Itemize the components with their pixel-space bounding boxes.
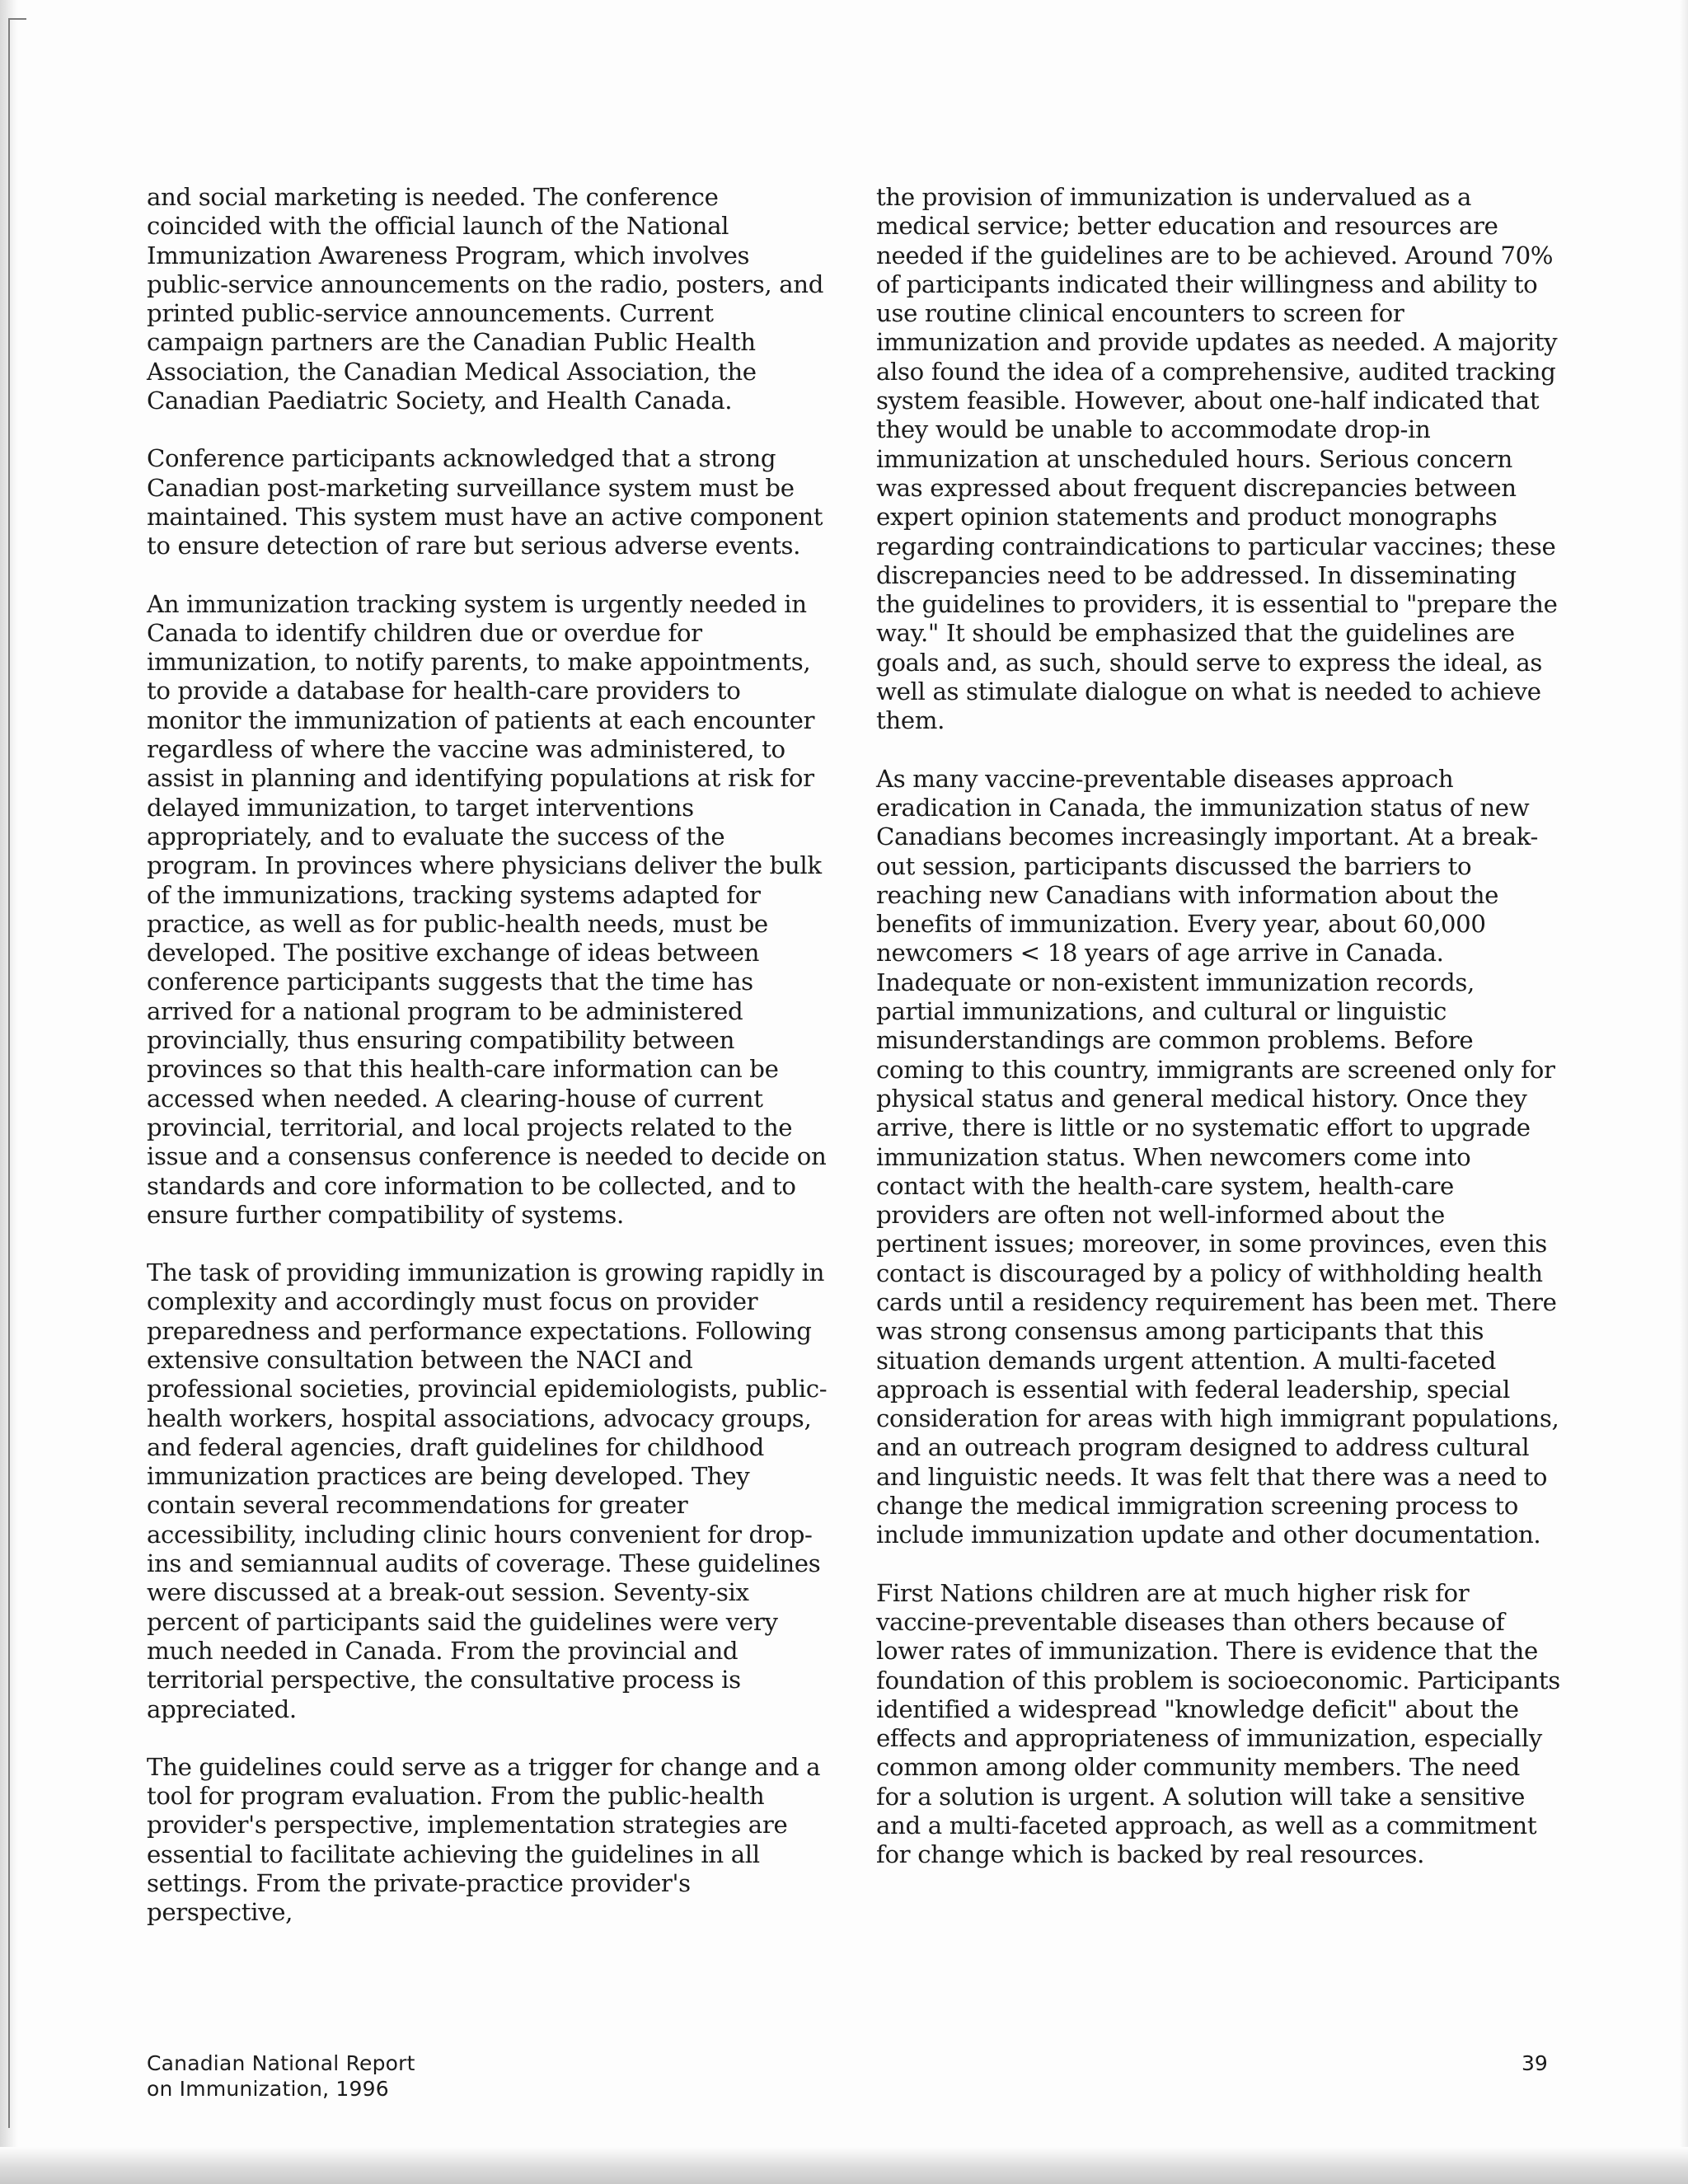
scan-left-rule	[8, 18, 10, 2128]
footer-report-title	[147, 2050, 415, 2102]
scan-right-edge	[1680, 0, 1688, 2184]
scan-corner-mark	[8, 18, 26, 20]
paragraph: and social marketing is needed. The conference coincided with the official launch of the National Immunization Awareness Program, which involves public-service announcements on the radio, posters, and printed public-service announcements. Current campaign partners are the Canadian Public Health Association, the Canadian Medical Association, the Canadian Paediatric Society, and Health Canada.	[147, 183, 824, 415]
paragraph: The guidelines could serve as a trigger for change and a tool for program evaluation. From the public-health provider's perspective, implementation strategies are essential to facilitate achieving the guidelines in all settings. From the private-practice provider's perspective,	[147, 1752, 821, 1927]
left-column	[147, 183, 831, 1957]
paragraph: As many vaccine-preventable diseases approach eradication in Canada, the immunization status of new Canadians becomes increasingly important. At a break-out session, participants discussed the barriers to reaching new Canadians with information about the benefits of immunization. Every year, about 60,000 newcomers < 18 years of age arrive in Canada. Inadequate or non-existent immunization records, partial immunizations, and cultural or linguistic misunderstandings are common problems. Before coming to this country, immigrants are screened only for physical status and general medical history. Once they arrive, there is little or no systematic effort to upgrade immunization status. When newcomers come into contact with the health-care system, health-care providers are often not well-informed about the pertinent issues; moreover, in some provinces, even this contact is discouraged by a policy of withholding health cards until a residency requirement has been met. There was strong consensus among participants that this situation demands urgent attention. A multi-faceted approach is essential with federal leadership, special consideration for areas with high immigrant populations, and an outreach program designed to address cultural and linguistic needs. It was felt that there was a need to change the medical immigration screening process to include immunization update and other documentation.	[876, 764, 1559, 1549]
footer-title-line: Canadian National Report	[147, 2051, 415, 2075]
page-number: 39	[1522, 2051, 1548, 2075]
paragraph: the provision of immunization is undervalued as a medical service; better education and resources are needed if the guidelines are to be achieved. Around 70% of participants indicated their willingness and ability to use routine clinical encounters to screen for immunization and provide updates as needed. A majority also found the idea of a comprehensive, audited tracking system feasible. However, about one-half indicated that they would be unable to accommodate drop-in immunization at unscheduled hours. Serious concern was expressed about frequent discrepancies between expert opinion statements and product monographs regarding contraindications to particular vaccines; these discrepancies need to be addressed. In disseminating the guidelines to providers, it is essential to "prepare the way." It should be emphasized that the guidelines are goals and, as such, should serve to express the ideal, as well as stimulate dialogue on what is needed to achieve them.	[876, 183, 1558, 735]
paragraph: Conference participants acknowledged that a strong Canadian post-marketing surveillance system must be maintained. This system must have an active component to ensure detection of rare but serious adverse events.	[147, 444, 823, 560]
right-column	[876, 183, 1560, 1899]
paragraph: An immunization tracking system is urgently needed in Canada to identify children due or overdue for immunization, to notify parents, to make appointments, to provide a database for health-care providers to monitor the immunization of patients at each encounter regardless of where the vaccine was administered, to assist in planning and identifying populations at risk for delayed immunization, to target interventions appropriately, and to evaluate the success of the program. In provinces where physicians deliver the bulk of the immunizations, tracking systems adapted for practice, as well as for public-health needs, must be developed. The positive exchange of ideas between conference participants suggests that the time has arrived for a national program to be administered provincially, thus ensuring compatibility between provinces so that this health-care information can be accessed when needed. A clearing-house of current provincial, territorial, and local projects related to the issue and a consensus conference is needed to decide on standards and core information to be collected, and to ensure further compatibility of systems.	[147, 589, 827, 1229]
paragraph: The task of providing immunization is growing rapidly in complexity and accordingly must focus on provider preparedness and performance expectations. Following extensive consultation between the NACI and professional societies, provincial epidemiologists, public-health workers, hospital associations, advocacy groups, and federal agencies, draft guidelines for childhood immunization practices are being developed. They contain several recommendations for greater accessibility, including clinic hours convenient for drop-ins and semiannual audits of coverage. These guidelines were discussed at a break-out session. Seventy-six percent of participants said the guidelines were very much needed in Canada. From the provincial and territorial perspective, the consultative process is appreciated.	[147, 1258, 828, 1723]
paragraph: First Nations children are at much higher risk for vaccine-preventable diseases than others because of lower rates of immunization. There is evidence that the foundation of this problem is socioeconomic. Participants identified a widespread "knowledge deficit" about the effects and appropriateness of immunization, especially common among older community members. The need for a solution is urgent. A solution will take a sensitive and a multi-faceted approach, as well as a commitment for change which is backed by real resources.	[876, 1578, 1560, 1869]
footer-title-line: on Immunization, 1996	[147, 2077, 389, 2101]
scan-bottom-edge	[0, 2147, 1688, 2184]
